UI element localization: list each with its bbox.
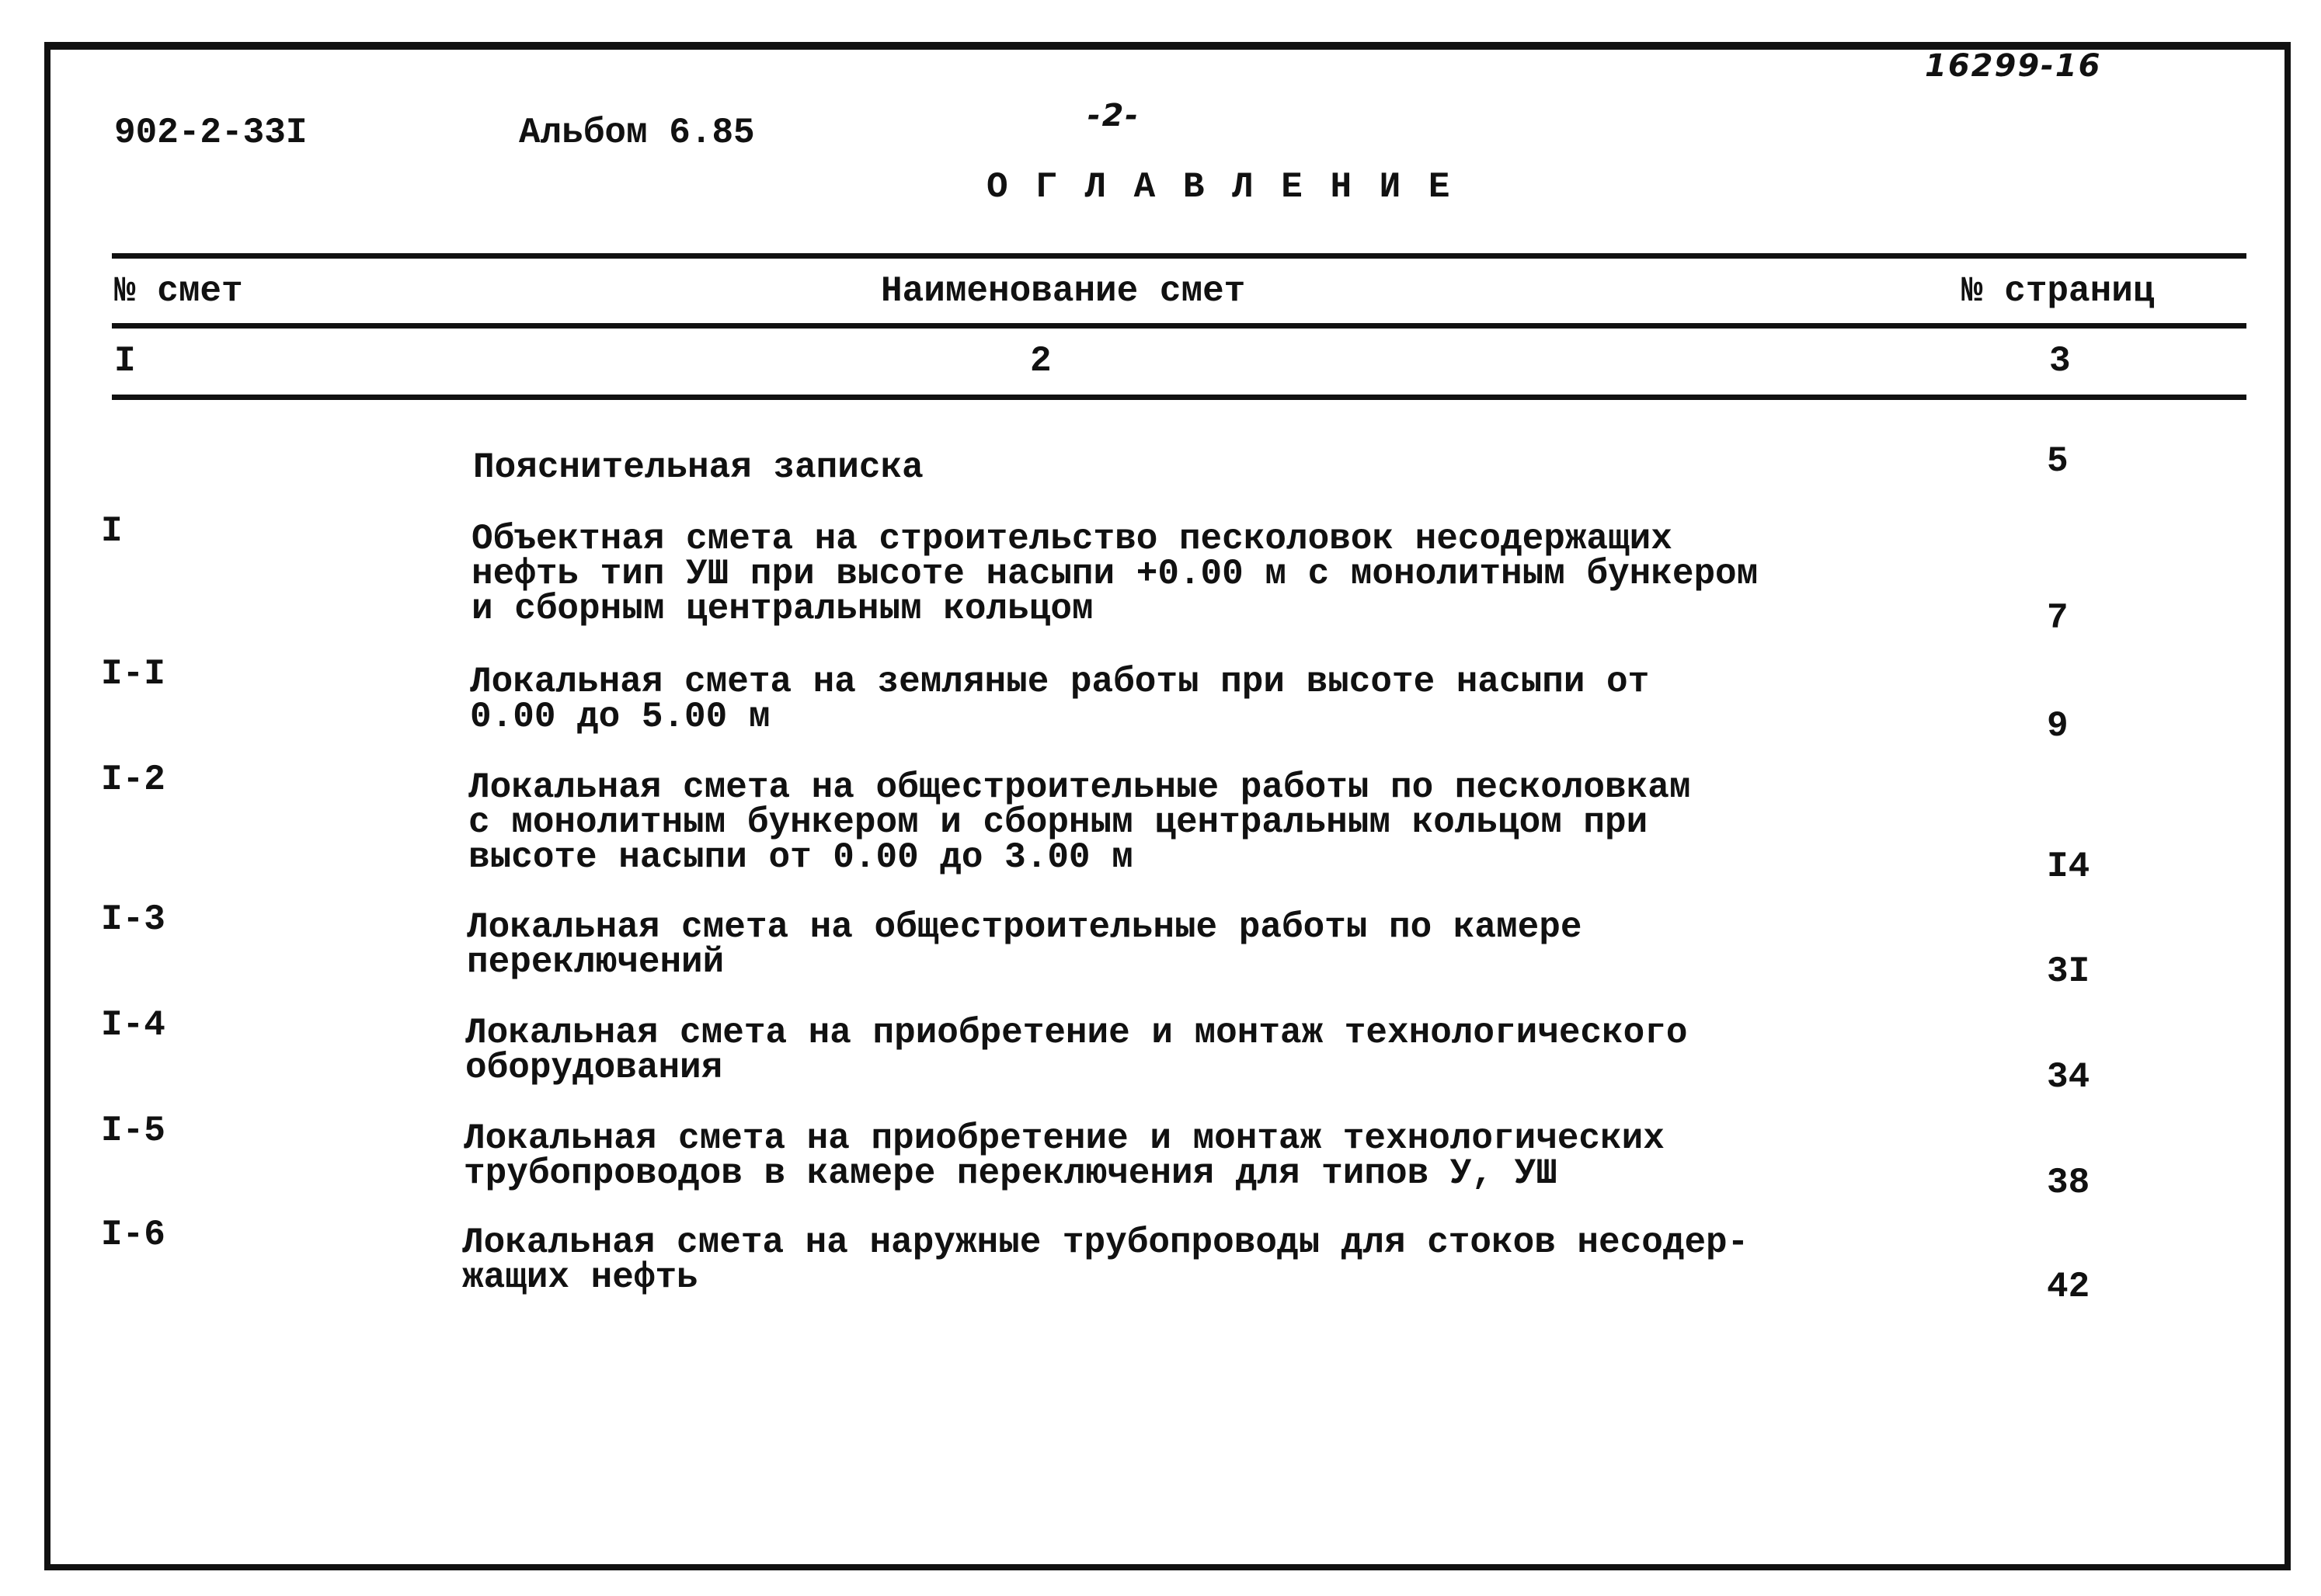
row-page: 3I [2047, 951, 2090, 992]
col-number-2: 2 [1030, 341, 1052, 381]
row-title [467, 907, 1582, 982]
row-title-line: Локальная смета на общестроительные работы по песколовкам [468, 767, 1691, 808]
row-title-line: нефть тип УШ при высоте насыпи +0.00 м с монолитным бункером [472, 554, 1759, 594]
row-title [462, 1222, 1749, 1298]
col-header-page: № страниц [1961, 271, 2155, 311]
col-number-1: I [114, 341, 136, 381]
album-label: Альбом 6.85 [519, 113, 755, 153]
column-number-rule [112, 395, 2246, 400]
header-rule [112, 323, 2246, 329]
row-title-line: оборудования [465, 1048, 723, 1088]
row-title-line: трубопроводов в камере переключения для типов У, УШ [464, 1153, 1557, 1194]
page-number: -2- [1087, 98, 1140, 134]
row-title [464, 1118, 1665, 1194]
row-title-line: Локальная смета на наружные трубопроводы для стоков несодер- [462, 1222, 1749, 1263]
row-code: I-I [101, 654, 165, 694]
row-code: I [101, 511, 123, 551]
row-title-line: и сборным центральным кольцом [472, 589, 1094, 629]
row-title-line: с монолитным бункером и сборным центральным кольцом при [468, 802, 1648, 843]
row-page: 5 [2047, 441, 2069, 482]
row-title-line: высоте насыпи от 0.00 до 3.00 м [468, 837, 1133, 878]
page-title: О Г Л А В Л Е Н И Е [987, 167, 1453, 207]
row-title [465, 1013, 1688, 1088]
row-title [470, 662, 1650, 737]
row-title-line: жащих нефть [462, 1257, 698, 1298]
col-number-3: 3 [2049, 341, 2071, 381]
table-top-rule [112, 253, 2246, 259]
row-code: I-4 [101, 1005, 165, 1045]
row-page: 9 [2047, 706, 2069, 746]
row-page: 38 [2047, 1163, 2090, 1203]
archive-number: 16299-16 [1925, 48, 2102, 84]
row-page: 42 [2047, 1267, 2090, 1307]
row-title-line: Пояснительная записка [473, 447, 924, 488]
row-title-line: Локальная смета на приобретение и монтаж технологических [464, 1118, 1665, 1159]
row-title [472, 519, 1759, 629]
row-title-line: Локальная смета на приобретение и монтаж технологического [465, 1013, 1688, 1053]
col-header-code: № смет [114, 271, 243, 311]
row-title-line: Объектная смета на строительство песколовок несодержащих [472, 519, 1672, 559]
row-title-line: переключений [467, 942, 725, 982]
row-title-line: Локальная смета на общестроительные работы по камере [467, 907, 1582, 948]
row-page: I4 [2047, 847, 2090, 887]
row-code: I-2 [101, 760, 165, 800]
col-header-name: Наименование смет [881, 271, 1246, 311]
row-page: 34 [2047, 1057, 2090, 1097]
row-title [473, 447, 924, 488]
row-title-line: Локальная смета на земляные работы при высоте насыпи от [470, 662, 1650, 702]
row-title-line: 0.00 до 5.00 м [470, 697, 771, 737]
row-title [468, 767, 1691, 878]
row-code: I-3 [101, 899, 165, 940]
row-page: 7 [2047, 598, 2069, 638]
row-code: I-6 [101, 1215, 165, 1255]
row-code: I-5 [101, 1111, 165, 1151]
doc-code: 902-2-33I [114, 113, 308, 153]
